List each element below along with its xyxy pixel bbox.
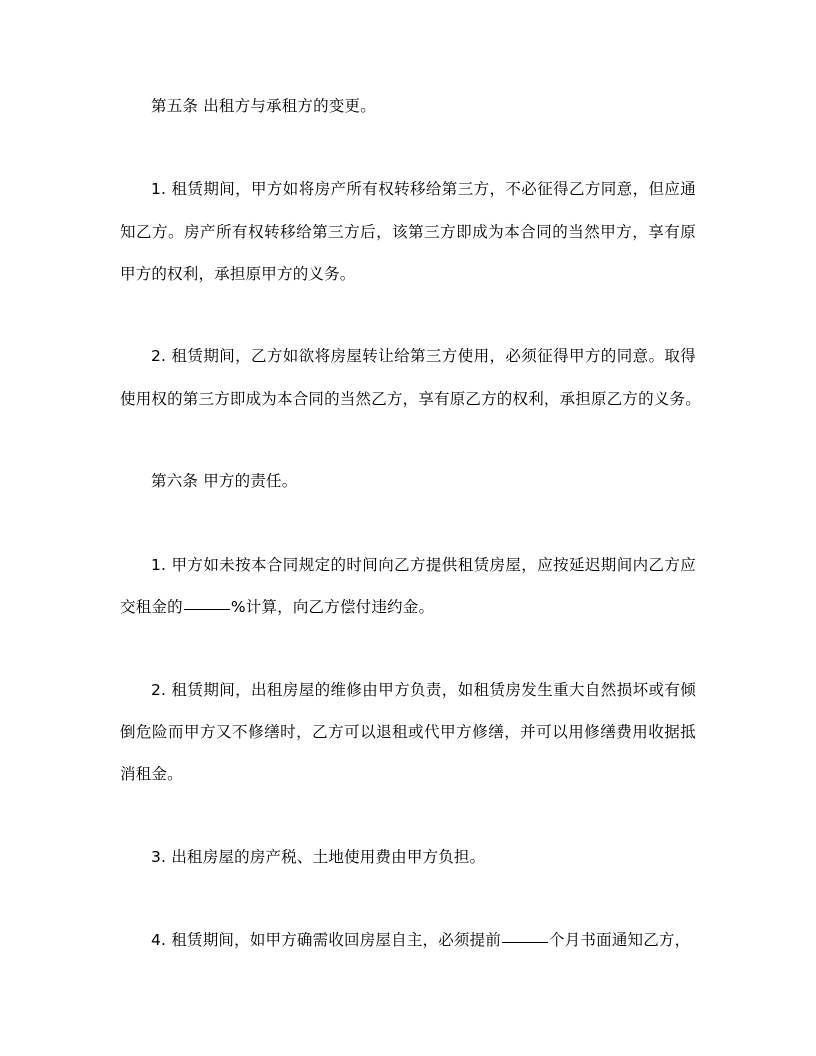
article6-clause1-line2-after: %计算，向乙方偿付违约金。 (230, 598, 435, 616)
article5-clause1-line1: 1. 租赁期间，甲方如将房产所有权转移给第三方，不必征得乙方同意，但应通 (151, 180, 696, 198)
article6-clause4-line1-before: 4. 租赁期间，如甲方确需收回房屋自主，必须提前 (151, 931, 502, 949)
article6-clause4-line1-after: 个月书面通知乙方， (549, 931, 691, 949)
article5-clause2-line2: 使用权的第三方即成为本合同的当然乙方，享有原乙方的权利，承担原乙方的义务。 (120, 390, 701, 408)
article6-clause1-line1: 1. 甲方如未按本合同规定的时间向乙方提供租赁房屋，应按延迟期间内乙方应 (151, 556, 696, 574)
fill-blank-percent (184, 608, 230, 610)
article5-clause2-line1: 2. 租赁期间，乙方如欲将房屋转让给第三方使用，必须征得甲方的同意。取得 (151, 347, 696, 365)
fill-blank-months (502, 941, 548, 943)
article5-clause1-line3: 甲方的权利，承担原甲方的义务。 (120, 265, 356, 283)
article5-heading: 第五条 出租方与承租方的变更。 (151, 97, 376, 115)
article6-clause1-line2-before: 交租金的 (120, 598, 183, 616)
article6-clause2-line1: 2. 租赁期间，出租房屋的维修由甲方负责，如租赁房发生重大自然损坏或有倾 (151, 681, 696, 699)
article6-clause4-line1 (151, 930, 696, 950)
article6-clause2-line2: 倒危险而甲方又不修缮时，乙方可以退租或代甲方修缮，并可以用修缮费用收据抵 (120, 723, 696, 741)
article6-clause1-line2 (120, 597, 696, 617)
article5-clause1-line2: 知乙方。房产所有权转移给第三方后，该第三方即成为本合同的当然甲方，享有原 (120, 223, 696, 241)
article6-clause3-line1: 3. 出租房屋的房产税、土地使用费由甲方负担。 (151, 848, 486, 866)
article6-clause2-line3: 消租金。 (120, 765, 183, 783)
article6-heading: 第六条 甲方的责任。 (151, 472, 298, 490)
